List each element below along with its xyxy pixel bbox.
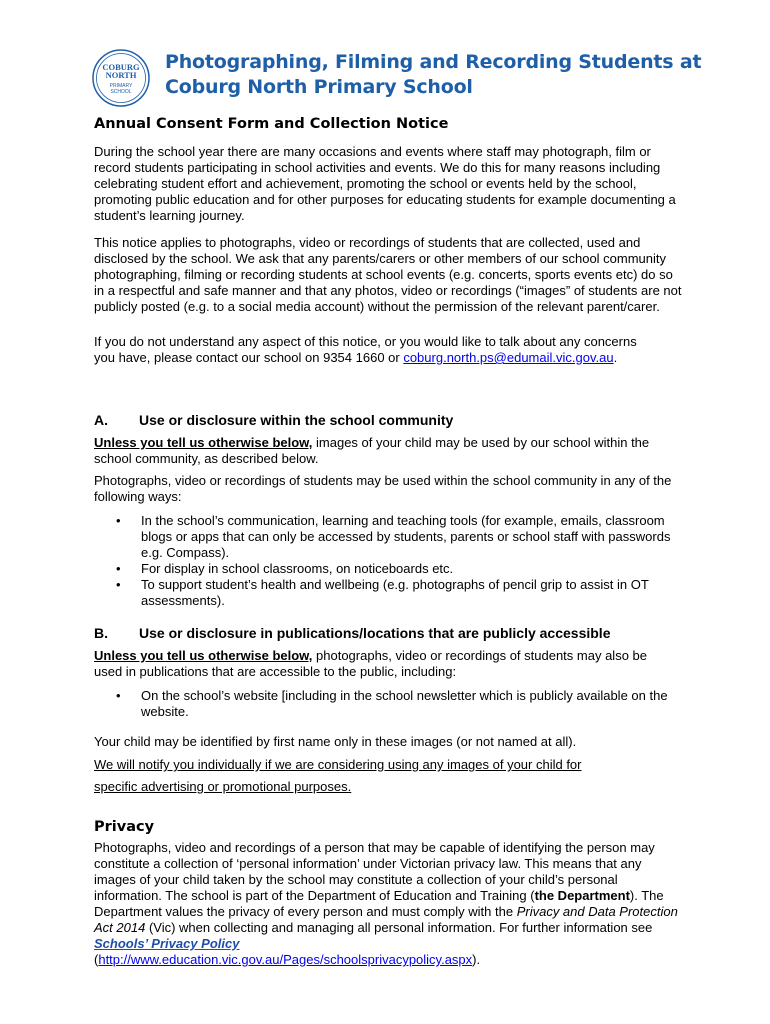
list-item bbox=[94, 561, 674, 577]
svg-text:COBURG: COBURG bbox=[102, 62, 140, 72]
privacy-text-3: (Vic) when collecting and managing all personal information. For further information see bbox=[145, 920, 653, 935]
privacy-paragraph bbox=[94, 840, 684, 968]
list-item bbox=[94, 513, 674, 561]
section-a-lead bbox=[94, 435, 654, 467]
section-b-title: Use or disclosure in publications/locations that are publicly accessible bbox=[139, 625, 611, 641]
bullet-icon: • bbox=[116, 513, 121, 528]
contact-text: If you do not understand any aspect of this notice, or you would like to talk about any concerns you have, please contact our school on 9354 1660 or bbox=[94, 334, 637, 365]
section-b-heading bbox=[94, 624, 610, 642]
section-a-bullet-list bbox=[94, 513, 674, 609]
section-a-letter: A. bbox=[94, 412, 108, 428]
privacy-text-5: ). bbox=[472, 952, 481, 967]
privacy-text-bold: the Department bbox=[534, 888, 630, 903]
intro-paragraph-1: During the school year there are many occasions and events where staff may photograph, film or record students participating in school activities and events. We do this for many reasons including celebrating student effort and achievement, promoting the school or events held by the school, promoting public education and for other purposes for educating students for example documenting a student’s learning journey. bbox=[94, 144, 676, 223]
privacy-text-1: Photographs, video and recordings of a person that may be capable of identifying the person may constitute a collection of ‘personal information’ under Victorian privacy law. This means that any images of your child taken by the school may constitute a collection of your child’s personal information. The school is part of the Department of Education and Training ( bbox=[94, 840, 655, 903]
svg-text:SCHOOL: SCHOOL bbox=[110, 89, 132, 95]
intro-paragraph-2: This notice applies to photographs, video or recordings of students that are collected, used and disclosed by the school. We ask that any parents/carers or other members of our school community photographing, filming or recording students at school events (e.g. concerts, sports events etc) do so in a respectful and safe manner and that any photos, video or recordings (“images” of students are not publicly posted (e.g. to a social media account) without the permission of the relevant parent/carer. bbox=[94, 235, 682, 314]
notify-text-1: We will notify you individually if we are considering using any images of your child for bbox=[94, 757, 582, 772]
bullet-icon: • bbox=[116, 577, 121, 592]
section-a-lead-underlined: Unless you tell us otherwise below, bbox=[94, 435, 313, 450]
list-item bbox=[94, 688, 684, 720]
list-item-text: For display in school classrooms, on noticeboards etc. bbox=[141, 561, 454, 576]
list-item-text: In the school’s communication, learning and teaching tools (for example, emails, classroom blogs or apps that can only be accessed by students, parents or school staff with passwords e.g. Compass). bbox=[141, 513, 671, 560]
privacy-text-4: ( bbox=[94, 952, 99, 967]
list-item-text: On the school’s website [including in the school newsletter which is publicly available on the website. bbox=[141, 688, 668, 719]
notify-line-2 bbox=[94, 779, 351, 795]
privacy-act-name: Privacy and Data Protection Act 2014 bbox=[94, 904, 678, 935]
section-b-lead-underlined: Unless you tell us otherwise below, bbox=[94, 648, 313, 663]
section-b-letter: B. bbox=[94, 625, 108, 641]
section-a-heading bbox=[94, 411, 453, 429]
intro-paragraph-3 bbox=[94, 334, 654, 366]
contact-text-end: . bbox=[613, 350, 618, 365]
section-a-paragraph: Photographs, video or recordings of students may be used within the school community in any of the following ways: bbox=[94, 473, 672, 504]
notify-text-2: specific advertising or promotional purposes. bbox=[94, 779, 352, 794]
bullet-icon: • bbox=[116, 561, 121, 576]
section-a-lead-text: images of your child may be used by our school within the school community, as described below. bbox=[94, 435, 650, 466]
svg-text:PRIMARY: PRIMARY bbox=[109, 83, 133, 89]
privacy-policy-url-link[interactable]: http://www.education.vic.gov.au/Pages/schoolsprivacypolicy.aspx bbox=[98, 952, 473, 967]
section-a-title: Use or disclosure within the school community bbox=[139, 412, 454, 428]
section-b-bullet-list bbox=[94, 688, 684, 720]
section-b-identified-note: Your child may be identified by first name only in these images (or not named at all). bbox=[94, 734, 577, 749]
list-item bbox=[94, 577, 674, 609]
section-b-lead bbox=[94, 648, 664, 680]
notify-line-1 bbox=[94, 757, 582, 773]
school-email-link[interactable]: coburg.north.ps@edumail.vic.gov.au bbox=[403, 350, 614, 365]
privacy-text-2: ). The Department values the privacy of every person and must comply with the bbox=[94, 888, 664, 919]
school-logo bbox=[91, 48, 151, 108]
bullet-icon: • bbox=[116, 688, 121, 703]
list-item-text: To support student’s health and wellbeing (e.g. photographs of pencil grip to assist in OT assessments). bbox=[141, 577, 649, 608]
document-title: Photographing, Filming and Recording Students at Coburg North Primary School bbox=[165, 51, 702, 98]
svg-text:NORTH: NORTH bbox=[105, 70, 137, 80]
privacy-heading: Privacy bbox=[94, 819, 155, 835]
privacy-policy-link[interactable]: Schools’ Privacy Policy bbox=[94, 936, 240, 951]
document-subtitle: Annual Consent Form and Collection Notice bbox=[94, 116, 449, 132]
section-b-lead-text: photographs, video or recordings of students may also be used in publications that are accessible to the public, including: bbox=[94, 648, 647, 679]
